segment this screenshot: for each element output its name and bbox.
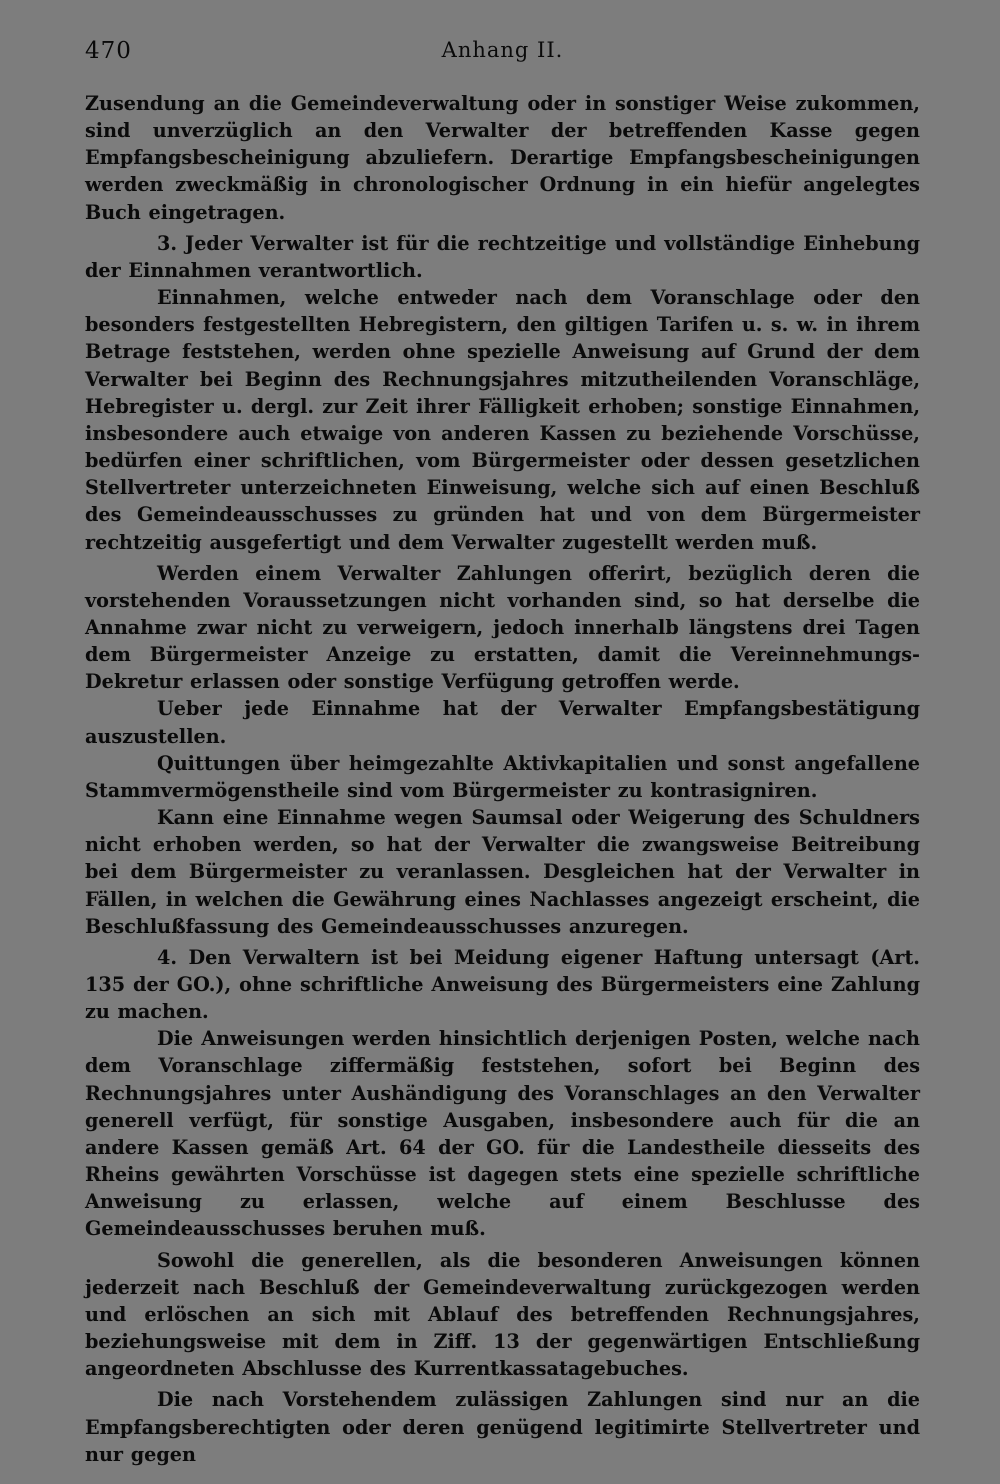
paragraph: Sowohl die generellen, als die besonderen Anweisungen können jederzeit nach Beschluß der Gemeindeverwaltung zurückgezogen werden und erlöschen an sich mit Ablauf des betreffenden Rechnungsjahres, beziehungsweise mit dem in Ziff. 13 der gegenwärtigen Entschließung angeordneten Abschlusse des Kurrentkassatagebuches. — [85, 1248, 920, 1381]
page-header — [85, 38, 920, 72]
paragraph: 3. Jeder Verwalter ist für die rechtzeitige und vollständige Einhebung der Einnahmen verantwortlich. — [85, 231, 920, 282]
paragraph: Ueber jede Einnahme hat der Verwalter Empfangsbestätigung auszustellen. — [85, 697, 920, 748]
page-number: 470 — [85, 38, 132, 64]
paragraph: Die Anweisungen werden hinsichtlich derjenigen Posten, welche nach dem Voranschlage ziffermäßig feststehen, sofort bei Beginn des Rechnungsjahres unter Aushändigung des Voranschlages an den Verwalter generell verfügt, für sonstige Ausgaben, insbesondere auch für die an andere Kassen gemäß Art. 64 der GO. für die Landestheile diesseits des Rheins gewährten Vorschüsse ist dagegen stets eine spezielle schriftliche Anweisung zu erlassen, welche auf einem Beschlusse des Gemeindeausschusses beruhen muß. — [85, 1027, 920, 1241]
running-title: Anhang II. — [441, 38, 564, 62]
paragraph: Einnahmen, welche entweder nach dem Voranschlage oder den besonders festgestellten Hebregistern, den giltigen Tarifen u. s. w. in ihrem Betrage feststehen, werden ohne spezielle Anweisung auf Grund der dem Verwalter bei Beginn des Rechnungsjahres mitzutheilenden Voranschläge, Hebregister u. dergl. zur Zeit ihrer Fälligkeit erhoben; sonstige Einnahmen, insbesondere auch etwaige von anderen Kassen zu beziehende Vorschüsse, bedürfen einer schriftlichen, vom Bürgermeister oder dessen gesetzlichen Stellvertreter unterzeichneten Einweisung, welche sich auf einen Beschluß des Gemeindeausschusses zu gründen hat und von dem Bürgermeister rechtzeitig ausgefertigt und dem Verwalter zugestellt werden muß. — [85, 286, 920, 554]
paragraph: Werden einem Verwalter Zahlungen offerirt, bezüglich deren die vorstehenden Voraussetzungen nicht vorhanden sind, so hat derselbe die Annahme zwar nicht zu verweigern, jedoch innerhalb längstens drei Tagen dem Bürgermeister Anzeige zu erstatten, damit die Vereinnehmungs-Dekretur erlassen oder sonstige Verfügung getroffen werde. — [85, 561, 920, 694]
paragraph: Kann eine Einnahme wegen Saumsal oder Weigerung des Schuldners nicht erhoben werden, so hat der Verwalter die zwangsweise Beitreibung bei dem Bürgermeister zu veranlassen. Desgleichen hat der Verwalter in Fällen, in welchen die Gewährung eines Nachlasses angezeigt erscheint, die Beschlußfassung des Gemeindeausschusses anzuregen. — [85, 806, 920, 938]
paragraph: Quittungen über heimgezahlte Aktivkapitalien und sonst angefallene Stammvermögenstheile sind vom Bürgermeister zu kontrasigniren. — [85, 751, 920, 802]
paragraph: Die nach Vorstehendem zulässigen Zahlungen sind nur an die Empfangsberechtigten oder deren genügend legitimirte Stellvertreter und nur gegen — [85, 1388, 920, 1466]
paragraph: 4. Den Verwaltern ist bei Meidung eigener Haftung untersagt (Art. 135 der GO.), ohne schriftliche Anweisung des Bürgermeisters eine Zahlung zu machen. — [85, 945, 920, 1024]
body-text — [85, 90, 920, 1468]
paragraph: Zusendung an die Gemeindeverwaltung oder in sonstiger Weise zukommen, sind unverzüglich an den Verwalter der betreffenden Kasse gegen Empfangsbescheinigung abzuliefern. Derartige Empfangsbescheinigungen werden zweckmäßig in chronologischer Ordnung in ein hiefür angelegtes Buch eingetragen. — [85, 92, 920, 224]
